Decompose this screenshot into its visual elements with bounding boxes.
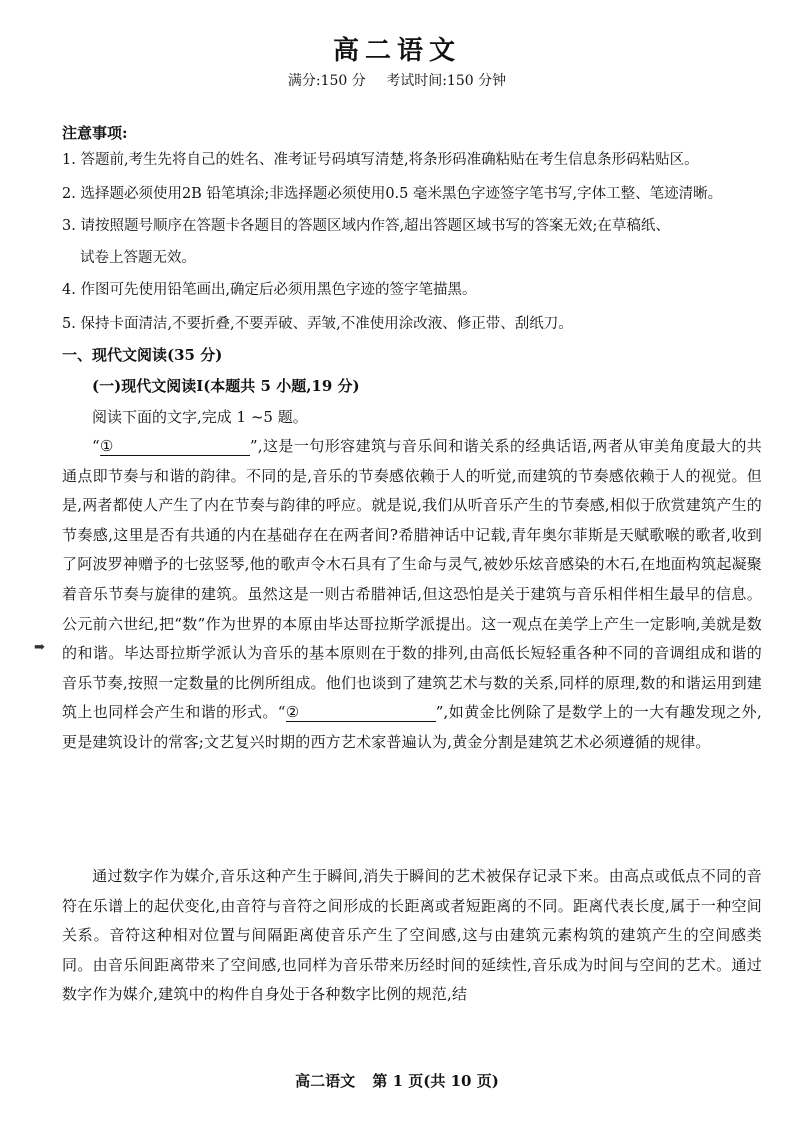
footer-page-number: 第 1 页(共 10 页) [372, 1072, 499, 1090]
footer-subject: 高二语文 [295, 1072, 356, 1090]
note-item: 3. 请按照题号顺序在答题卡各题目的答题区域内作答,超出答题区域书写的答案无效;在草稿纸、 [62, 218, 670, 234]
page-title: 高二语文 [332, 36, 461, 66]
section-heading: 一、现代文阅读(35 分) [62, 346, 223, 364]
margin-arrow-icon: ➡ [34, 640, 45, 655]
note-item: 试卷上答题无效。 [80, 250, 196, 266]
passage-paragraph-1: “① ”,这是一句形容建筑与音乐间和谐关系的经典话语,两者从审美角度最大的共通点即节奏与和谐的韵律。不同的是,音乐的节奏感依赖于人的听觉,而建筑的节奏感依赖于人的视觉。但是,两者都使人产生了内在节奏与韵律的呼应。就是说,我们从听音乐产生的节奏感,相似于欣赏建筑产生的节奏感,这里是否有共通的内在基础存在在两者间?希腊神话中记载,青年奥尔菲斯是天赋歌喉的歌者,收到了阿波罗神赠予的七弦竖琴,他的歌声令木石具有了生命与灵气,被妙乐炫音感染的木石,在地面构筑起凝聚着音乐节奏与旋律的建筑。虽然这是一则古希腊神话,但这恐怕是关于建筑与音乐相伴相生最早的信息。公元前六世纪,把“数”作为世界的本原由毕达哥拉斯学派提出。这一观点在美学上产生一定影响,美就是数的和谐。毕达哥拉斯学派认为音乐的基本原则在于数的排列,由高低长短轻重各种不同的音调组成和谐的音乐节奏,按照一定数量的比例所组成。他们也谈到了建筑艺术与数的关系,同样的原理,数的和谐运用到建筑上也同样会产生和谐的形式。“② ”,如黄金比例除了是数学上的一大有趣发现之外,更是建筑设计的常客;文艺复兴时期的西方艺术家普遍认为,黄金分割是建筑艺术必须遵循的规律。 [62, 437, 763, 751]
page-footer [0, 1070, 794, 1091]
blank-1: ① [100, 438, 250, 456]
notes-heading: 注意事项: [62, 124, 128, 142]
blank-2: ② [286, 704, 436, 722]
passage-paragraph-2: 通过数字作为媒介,音乐这种产生于瞬间,消失于瞬间的艺术被保存记录下来。由高点或低点不同的音符在乐谱上的起伏变化,由音符与音符之间形成的长距离或者短距离的不同。距离代表长度,属于一种空间关系。音符这种相对位置与间隔距离使音乐产生了空间感,这与由建筑元素构筑的建筑产生的空间感类同。由音乐间距离带来了空间感,也同样为音乐带来历经时间的延续性,音乐成为时间与空间的艺术。通过数字作为媒介,建筑中的构件自身处于各种数字比例的规范,结 [62, 867, 762, 1004]
note-item: 5. 保持卡面清洁,不要折叠,不要弄破、弄皱,不准使用涂改液、修正带、刮纸刀。 [62, 316, 573, 332]
exam-time: 考试时间:150 分钟 [386, 73, 507, 89]
reading-instruction: 阅读下面的文字,完成 1 ~5 题。 [92, 408, 308, 426]
subsection-heading: (一)现代文阅读Ⅰ(本题共 5 小题,19 分) [92, 377, 360, 395]
note-item: 4. 作图可先使用铅笔画出,确定后必须用黑色字迹的签字笔描黑。 [62, 282, 477, 298]
full-score: 满分:150 分 [287, 73, 366, 89]
note-item: 1. 答题前,考生先将自己的姓名、准考证号码填写清楚,将条形码准确粘贴在考生信息条形码粘贴区。 [62, 152, 699, 168]
note-item: 2. 选择题必须使用2B 铅笔填涂;非选择题必须使用0.5 毫米黑色字迹签字笔书写,字体工整、笔迹清晰。 [62, 186, 723, 202]
exam-info [0, 70, 794, 90]
